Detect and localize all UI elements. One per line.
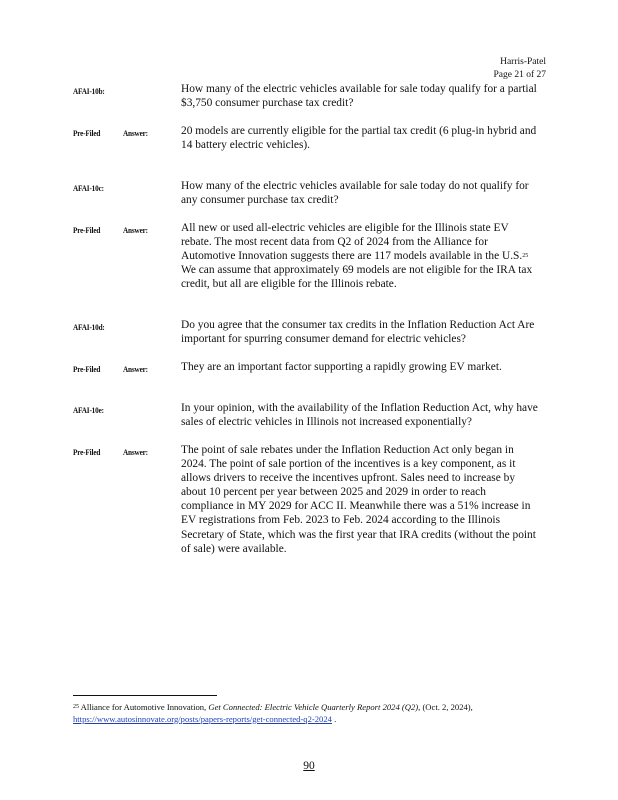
page-number-text: 90	[303, 760, 315, 772]
answer-text-part: All new or used all-electric vehicles are eligible for the Illinois state EV rebate. The most recent data from Q2 of 2024 from the Alliance for Automotive Innovation suggests there are 117 models available in the U.S.	[181, 222, 523, 263]
prefiled-label: Pre-Filed	[73, 128, 101, 138]
header-witness-name: Harris-Patel	[500, 57, 546, 67]
footnote	[73, 702, 549, 725]
question-text: Do you agree that the consumer tax credits in the Inflation Reduction Act Are important for spurring consumer demand for electric vehicles?	[181, 319, 535, 346]
footnote-separator	[73, 695, 217, 696]
question-id: AFAI-10e:	[73, 405, 104, 415]
footnote-title: Get Connected: Electric Vehicle Quarterly Report 2024 (Q2)	[208, 702, 419, 712]
question-text: In your opinion, with the availability of the Inflation Reduction Act, why have sales of electric vehicles in Illinois not increased exponentially?	[181, 402, 538, 429]
question-id: AFAI-10c:	[73, 183, 104, 193]
question-text: How many of the electric vehicles available for sale today do not qualify for any consumer purchase tax credit?	[181, 180, 529, 207]
answer-label: Answer:	[123, 447, 148, 457]
answer-label: Answer:	[123, 128, 148, 138]
prefiled-label: Pre-Filed	[73, 225, 101, 235]
page-number	[0, 760, 618, 772]
footnote-text: , (Oct. 2, 2024),	[418, 702, 473, 712]
footnote-reference[interactable]: 25	[522, 253, 529, 260]
answer-text-part: We can assume that approximately 69 models are not eligible for the IRA tax credit, but all are eligible for the Illinois rebate.	[181, 264, 533, 291]
header-page-count: Page 21 of 27	[493, 70, 546, 80]
answer-label: Answer:	[123, 225, 148, 235]
question-id: AFAI-10b:	[73, 86, 105, 96]
answer-text: They are an important factor supporting a rapidly growing EV market.	[181, 361, 502, 373]
footnote-text: Alliance for Automotive Innovation,	[79, 702, 209, 712]
footnote-text: .	[331, 713, 337, 724]
answer-text: The point of sale rebates under the Inflation Reduction Act only began in 2024. The point of sale portion of the incentives is a key component, as it allows drivers to receive the incentives upfront. Sales need to increase by about 10 percent per year between 2025 and 2029 in order to reach compliance in MY 2029 for ACC II. Meanwhile there was a 51% increase in EV registrations from Feb. 2023 to Feb. 2024 according to the Illinois Secretary of State, which was the first year that IRA credits (without the point of sale) were available.	[181, 444, 536, 555]
question-text: How many of the electric vehicles available for sale today qualify for a partial $3,750 consumer purchase tax credit?	[181, 83, 537, 110]
footnote-number: 25	[73, 704, 79, 710]
question-id: AFAI-10d:	[73, 322, 105, 332]
footnote-link[interactable]: https://www.autosinnovate.org/posts/papers-reports/get-connected-q2-2024	[73, 713, 332, 724]
answer-label: Answer:	[123, 364, 148, 374]
prefiled-label: Pre-Filed	[73, 364, 101, 374]
answer-text	[181, 221, 541, 291]
answer-text: 20 models are currently eligible for the partial tax credit (6 plug-in hybrid and 14 battery electric vehicles).	[181, 125, 537, 152]
prefiled-label: Pre-Filed	[73, 447, 101, 457]
